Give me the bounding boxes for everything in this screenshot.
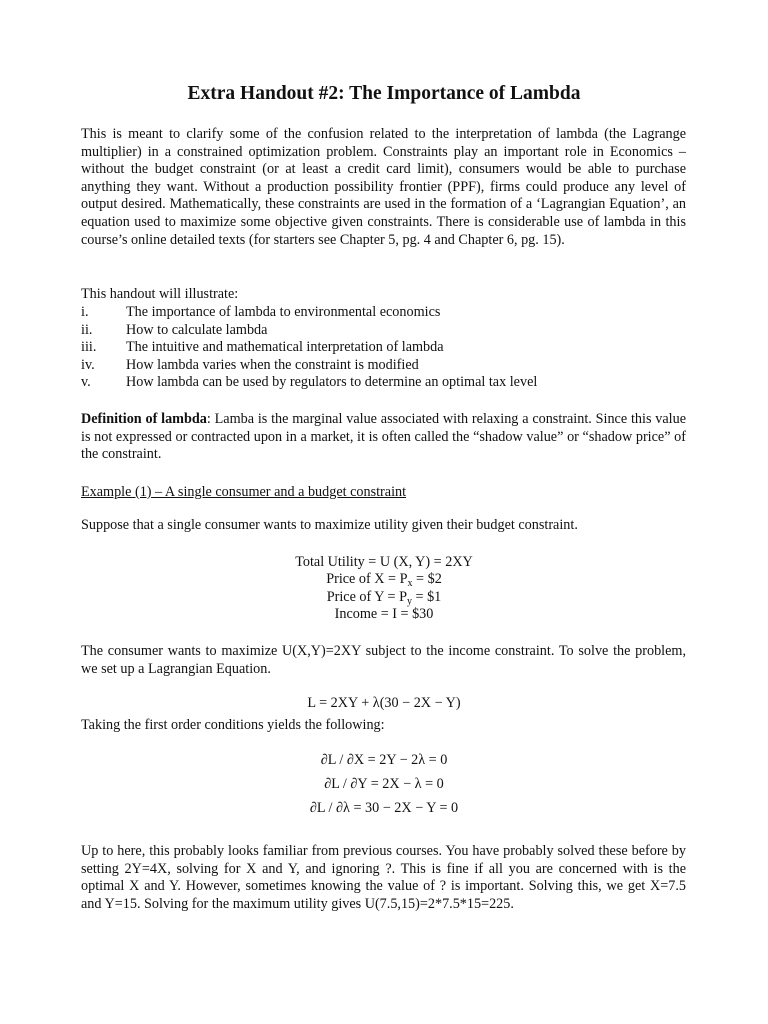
definition-text: : Lamba is the marginal value associated with relaxing a constraint. Since this value is not expressed or contracted upon in a market, it is often called the “shadow value” or “shadow price” of the constraint.: [81, 411, 686, 463]
list-item-number: ii.: [81, 321, 93, 338]
price-of-x: [0, 571, 768, 588]
foc-y: ∂L / ∂Y = 2X − λ = 0: [324, 776, 444, 792]
price-y-suffix: = $1: [411, 588, 442, 605]
page-title: Extra Handout #2: The Importance of Lambda: [187, 83, 581, 104]
list-item: [81, 322, 686, 340]
list-item-text: The intuitive and mathematical interpretation of lambda: [126, 339, 444, 356]
foc-lambda: ∂L / ∂λ = 30 − 2X − Y = 0: [309, 800, 459, 816]
foc-intro: Taking the first order conditions yields the following:: [81, 717, 385, 733]
price-x-subscript: x: [407, 578, 413, 590]
example-heading: Example (1) – A single consumer and a budget constraint: [81, 484, 407, 500]
givens-block: [0, 554, 768, 624]
list-item: [81, 304, 686, 322]
price-x-prefix: Price of X = P: [326, 571, 408, 588]
intro-paragraph: This is meant to clarify some of the confusion related to the interpretation of lambda (the Lagrange multiplier) in a constrained optimization problem. Constraints play an important role in Economics – without the budget constraint (or at least a credit card limit), consumers would be able to purchase anything they want. Without a production possibility frontier (PPF), firms could produce any level of output desired. Mathematically, these constraints are used in the formation of a ‘Lagrangian Equation’, an equation used to maximize some objective given constraints. There is considerable use of lambda in this course’s online detailed texts (for starters see Chapter 5, pg. 4 and Chapter 6, pg. 15).: [81, 126, 686, 248]
lagrangian-equation: L = 2XY + λ(30 − 2X − Y): [307, 695, 461, 711]
price-y-prefix: Price of Y = P: [326, 588, 407, 605]
price-y-subscript: y: [406, 595, 412, 607]
closing-paragraph: Up to here, this probably looks familiar from previous courses. You have probably solved these before by setting 2Y=4X, solving for X and Y, and ignoring ?. This is fine if all you are concerned with is the optimal X and Y. However, sometimes knowing the value of ? is important. Solving this, we get X=7.5 and Y=15. Solving for the maximum utility gives U(7.5,15)=2*7.5*15=225.: [81, 843, 686, 912]
price-of-y: [0, 589, 768, 606]
income: Income = I = $30: [334, 606, 434, 623]
list-item-text: How lambda varies when the constraint is modified: [126, 356, 419, 373]
list-item-number: iii.: [81, 339, 97, 356]
list-item-text: The importance of lambda to environmental economics: [126, 304, 441, 320]
definition-paragraph: [81, 411, 686, 464]
list-heading: This handout will illustrate:: [81, 286, 239, 302]
illustration-list: [81, 304, 686, 392]
list-item-text: How to calculate lambda: [126, 321, 268, 338]
list-item: [81, 357, 686, 375]
utility-function: Total Utility = U (X, Y) = 2XY: [295, 554, 473, 570]
list-item-number: iv.: [81, 356, 95, 373]
example-intro: Suppose that a single consumer wants to maximize utility given their budget constraint.: [81, 517, 578, 533]
list-item: [81, 339, 686, 357]
definition-label: Definition of lambda: [81, 411, 207, 427]
price-x-suffix: = $2: [412, 571, 442, 588]
list-item: [81, 374, 686, 392]
setup-paragraph: The consumer wants to maximize U(X,Y)=2XY subject to the income constraint. To solve the problem, we set up a Lagrangian Equation.: [81, 643, 686, 677]
list-item-number: v.: [81, 374, 91, 391]
list-item-number: i.: [81, 304, 89, 320]
foc-x: ∂L / ∂X = 2Y − 2λ = 0: [320, 752, 448, 768]
list-item-text: How lambda can be used by regulators to determine an optimal tax level: [126, 374, 538, 391]
